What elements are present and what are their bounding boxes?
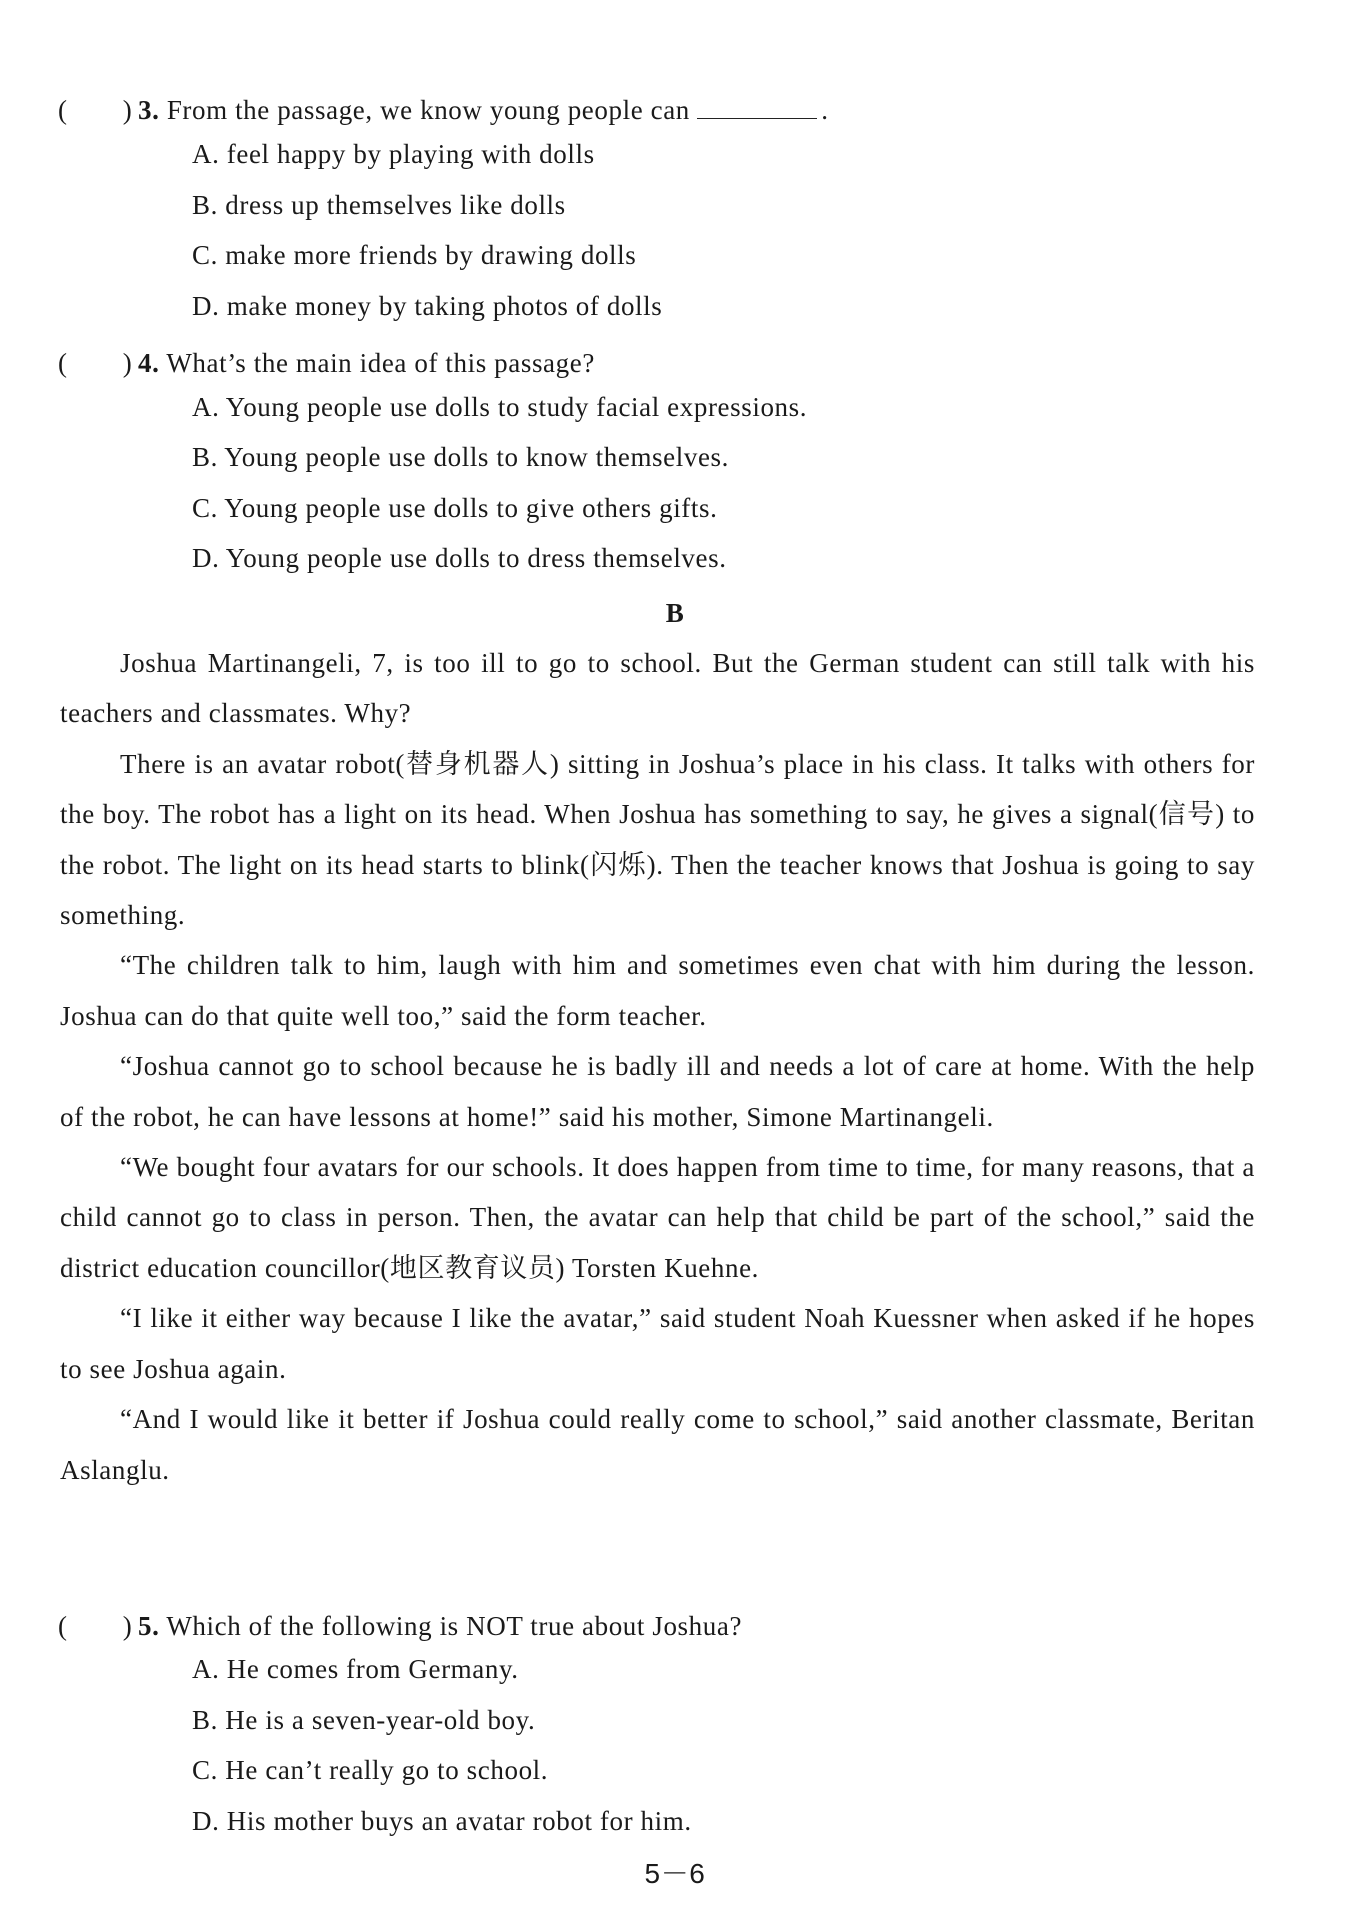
section-title: B <box>665 598 685 628</box>
passage-paragraph: “I like it either way because I like the avatar,” said student Noah Kuessner when asked if he hopes to see Joshua again. <box>60 1303 1255 1384</box>
question-stem: From the passage, we know young people can <box>166 95 690 125</box>
passage-b <box>60 638 1255 1495</box>
passage-paragraph: There is an avatar robot(替身机器人) sitting in Joshua’s place in his class. It talks with others for the boy. The robot has a light on its head. When Joshua has something to say, he gives a signal(信号) to the robot. The light on its head starts to blink(闪烁). Then the teacher knows that Joshua is going to say something. <box>60 748 1255 931</box>
question-stem-end: . <box>821 95 829 125</box>
passage-paragraph: “Joshua cannot go to school because he is badly ill and needs a lot of care at home. With the help of the robot, he can have lessons at home!” said his mother, Simone Martinangeli. <box>60 1051 1255 1132</box>
option-3c[interactable]: C. make more friends by drawing dolls <box>192 240 637 270</box>
answer-bracket[interactable]: ( ) <box>58 95 133 125</box>
question-4 <box>58 341 595 380</box>
answer-bracket[interactable]: ( ) <box>58 1611 133 1641</box>
passage-paragraph: “We bought four avatars for our schools. It does happen from time to time, for many reasons, that a child cannot go to class in person. Then, the avatar can help that child be part of the school,” said the district education councillor(地区教育议员) Torsten Kuehne. <box>60 1152 1255 1283</box>
question-number: 5. <box>138 1611 160 1641</box>
question-number: 4. <box>138 348 160 378</box>
answer-bracket[interactable]: ( ) <box>58 348 133 378</box>
option-4c[interactable]: C. Young people use dolls to give others gifts. <box>192 493 718 523</box>
option-5d[interactable]: D. His mother buys an avatar robot for him. <box>192 1806 692 1836</box>
option-5b[interactable]: B. He is a seven-year-old boy. <box>192 1705 536 1735</box>
question-3 <box>58 88 829 127</box>
question-stem: Which of the following is NOT true about Joshua? <box>166 1611 743 1641</box>
passage-paragraph: “And I would like it better if Joshua could really come to school,” said another classmate, Beritan Aslanglu. <box>60 1404 1255 1485</box>
passage-paragraph: Joshua Martinangeli, 7, is too ill to go to school. But the German student can still talk with his teachers and classmates. Why? <box>60 648 1255 729</box>
question-number: 3. <box>138 95 160 125</box>
option-4a[interactable]: A. Young people use dolls to study facial expressions. <box>192 392 808 422</box>
page-number: 5－6 <box>644 1858 706 1889</box>
question-stem: What’s the main idea of this passage? <box>166 348 595 378</box>
option-5a[interactable]: A. He comes from Germany. <box>192 1654 519 1684</box>
option-3d[interactable]: D. make money by taking photos of dolls <box>192 291 663 321</box>
option-5c[interactable]: C. He can’t really go to school. <box>192 1755 549 1785</box>
fill-blank[interactable] <box>697 117 817 119</box>
question-5 <box>58 1604 742 1643</box>
option-3b[interactable]: B. dress up themselves like dolls <box>192 190 566 220</box>
passage-paragraph: “The children talk to him, laugh with him and sometimes even chat with him during the lesson. Joshua can do that quite well too,” said the form teacher. <box>60 950 1255 1031</box>
option-4b[interactable]: B. Young people use dolls to know themselves. <box>192 442 729 472</box>
option-4d[interactable]: D. Young people use dolls to dress themselves. <box>192 543 727 573</box>
option-3a[interactable]: A. feel happy by playing with dolls <box>192 139 595 169</box>
